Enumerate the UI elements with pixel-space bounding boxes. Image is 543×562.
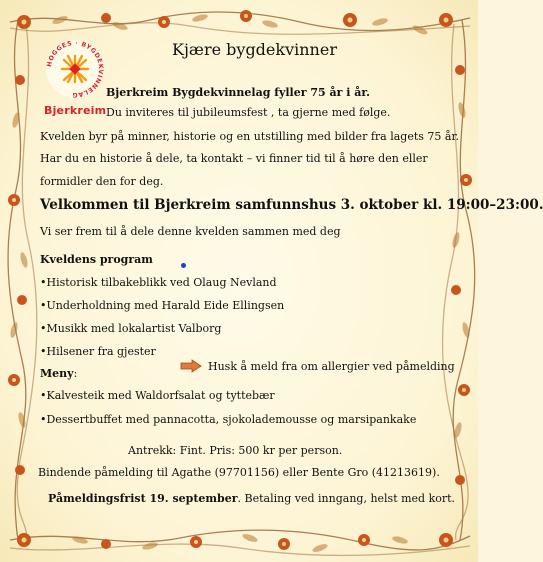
program-heading: Kveldens program xyxy=(40,253,153,266)
menu-heading-label: Meny xyxy=(40,367,74,380)
svg-text:HOGGES · BYGDEKVINNELAG: HOGGES · BYGDEKVINNELAG xyxy=(46,39,105,99)
menu-item: •Kalvesteik med Waldorfsalat og tyttebær xyxy=(40,389,275,402)
menu-heading xyxy=(40,367,77,381)
menu-item: •Dessertbuffet med pannacotta, sjokolademousse og marsipankake xyxy=(40,413,417,426)
share-line: Vi ser frem til å dele denne kvelden sammen med deg xyxy=(40,225,341,238)
dress-price-line: Antrekk: Fint. Pris: 500 kr per person. xyxy=(128,444,343,457)
deadline-line xyxy=(48,492,455,506)
intro-line-1: Bjerkreim Bygdekvinnelag fyller 75 år i år. xyxy=(106,86,370,99)
registration-line: Bindende påmelding til Agathe (97701156) eller Bente Gro (41213619). xyxy=(38,466,440,479)
program-item: •Hilsener fra gjester xyxy=(40,345,156,358)
blue-dot xyxy=(181,263,186,268)
welcome-line: Velkommen til Bjerkreim samfunnshus 3. oktober kl. 19:00–23:00. xyxy=(40,197,543,213)
allergy-note: Husk å meld fra om allergier ved påmelding xyxy=(208,360,455,373)
intro-line-2: Du inviteres til jubileumsfest , ta gjerne med følge. xyxy=(106,106,391,119)
logo-wordmark: Bjerkreim xyxy=(44,104,107,117)
program-item: •Underholdning med Harald Eide Ellingsen xyxy=(40,299,285,312)
page-title: Kjære bygdekvinner xyxy=(172,40,337,59)
deadline-rest: . Betaling ved inngang, helst med kort. xyxy=(237,492,456,505)
program-item: •Musikk med lokalartist Valborg xyxy=(40,322,222,335)
arrow-right-icon xyxy=(180,359,202,373)
intro-line-3: Kvelden byr på minner, historie og en utstilling med bilder fra lagets 75 år. xyxy=(40,130,459,143)
intro-line-5: formidler den for deg. xyxy=(40,175,164,188)
menu-heading-colon: : xyxy=(73,367,78,380)
program-item: •Historisk tilbakeblikk ved Olaug Nevland xyxy=(40,276,277,289)
intro-line-4: Har du en historie å dele, ta kontakt – vi finner tid til å høre den eller xyxy=(40,152,428,165)
deadline-date: Påmeldingsfrist 19. september xyxy=(48,492,238,505)
bygdekvinnelag-logo xyxy=(44,38,106,100)
